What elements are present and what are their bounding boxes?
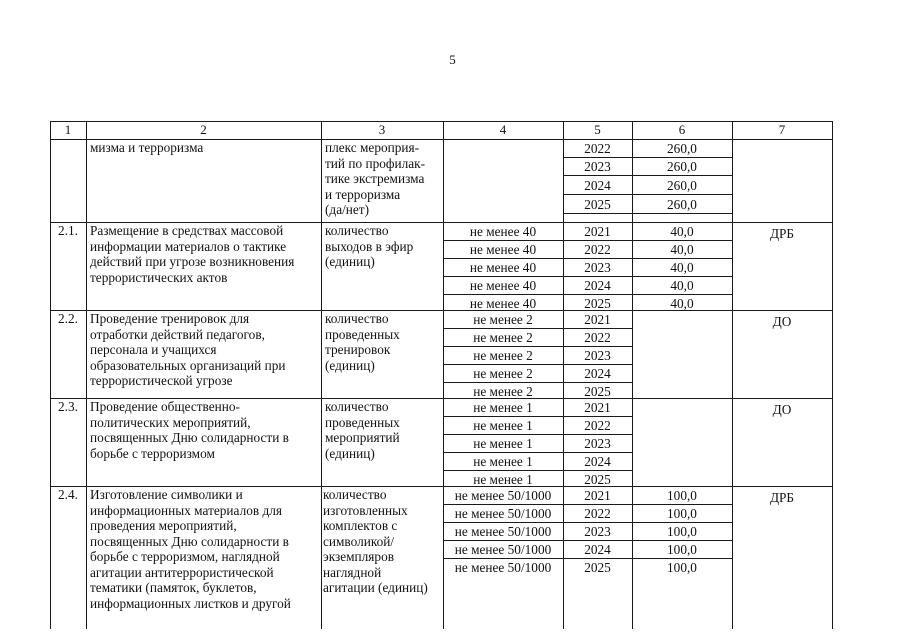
year-cell: 2022 [584, 418, 611, 433]
year-cell: 2023 [584, 436, 611, 451]
measure-name: Проведение общественно- политических мероприятий, посвященных Дню солидарности в борьбе с терроризмом [90, 399, 289, 461]
row-number: 2.2. [58, 311, 78, 326]
amount-cell: 40,0 [670, 242, 694, 257]
table-border [443, 258, 733, 259]
year-cell: 2025 [584, 472, 611, 487]
target-cell: не менее 40 [469, 242, 537, 257]
row-number: 2.1. [58, 223, 78, 238]
table-border [443, 276, 733, 277]
target-cell: не менее 1 [473, 472, 533, 487]
amount-cell: 40,0 [670, 260, 694, 275]
target-cell: не менее 50/1000 [454, 506, 552, 521]
continued-indicator: плекс мероприя- тий по профилак- тике экстремизма и терроризма (да/нет) [325, 140, 426, 217]
table-border [563, 175, 733, 176]
year-cell: 2021 [584, 488, 611, 503]
year-cell: 2024 [584, 542, 611, 557]
target-cell: не менее 50/1000 [454, 560, 552, 575]
amount-cell: 260,0 [667, 141, 697, 156]
year-cell: 2022 [584, 506, 611, 521]
year-cell: 2022 [584, 330, 611, 345]
indicator: количество проведенных тренировок (единиц) [325, 311, 400, 373]
target-cell: не менее 40 [469, 260, 537, 275]
year-cell: 2025 [584, 197, 611, 212]
measure-name: Размещение в средствах массовой информации материалов о тактике действий при угрозе возникновения террористических актов [90, 223, 295, 285]
table-border [443, 416, 633, 417]
year-cell: 2024 [584, 366, 611, 381]
year-cell: 2024 [584, 454, 611, 469]
target-cell: не менее 2 [473, 384, 533, 399]
target-cell: не менее 2 [473, 312, 533, 327]
table-border [443, 470, 633, 471]
column-header: 1 [64, 122, 72, 137]
year-cell: 2021 [584, 224, 611, 239]
year-cell: 2024 [584, 178, 611, 193]
table-border [443, 434, 633, 435]
row-number: 2.3. [58, 399, 78, 414]
amount-cell: 40,0 [670, 278, 694, 293]
year-cell: 2022 [584, 141, 611, 156]
year-cell: 2023 [584, 260, 611, 275]
table-border [563, 157, 733, 158]
target-cell: не менее 1 [473, 400, 533, 415]
target-cell: не менее 40 [469, 278, 537, 293]
table-border [443, 452, 633, 453]
page-number: 5 [449, 52, 456, 67]
target-cell: не менее 1 [473, 418, 533, 433]
amount-cell: 100,0 [667, 524, 697, 539]
table-border [563, 194, 733, 195]
year-cell: 2025 [584, 296, 611, 311]
table-border [443, 364, 633, 365]
table-border [832, 121, 833, 629]
executor: ДО [772, 402, 792, 417]
year-cell: 2021 [584, 312, 611, 327]
target-cell: не менее 1 [473, 436, 533, 451]
indicator: количество изготовленных комплектов с символикой/ экземпляров наглядной агитации (единиц) [323, 487, 428, 595]
table-border [443, 522, 733, 523]
table-border [443, 346, 633, 347]
year-cell: 2022 [584, 242, 611, 257]
table-border [443, 382, 633, 383]
table-border [443, 328, 633, 329]
column-header: 5 [594, 122, 601, 137]
measure-name: Изготовление символики и информационных материалов для проведения мероприятий, посвященных Дню солидарности в борьбе с терроризмом, наглядной агитации антитеррористической тематики (памяток, буклетов, информационных листков и другой [90, 487, 291, 611]
table-border [443, 558, 733, 559]
amount-cell: 40,0 [670, 296, 694, 311]
year-cell: 2024 [584, 278, 611, 293]
amount-cell: 100,0 [667, 488, 697, 503]
table-border [443, 240, 733, 241]
target-cell: не менее 40 [469, 224, 537, 239]
column-header: 4 [499, 122, 507, 137]
amount-cell: 260,0 [667, 159, 697, 174]
measure-name: Проведение тренировок для отработки действий педагогов, персонала и учащихся образовательных организаций при террористической угрозе [90, 311, 286, 388]
indicator: количество проведенных мероприятий (единиц) [325, 399, 400, 461]
table-border [86, 121, 87, 629]
table-border [732, 121, 733, 629]
amount-cell: 100,0 [667, 560, 697, 575]
column-header: 3 [378, 122, 386, 137]
amount-cell: 260,0 [667, 197, 697, 212]
column-header: 7 [778, 122, 786, 137]
indicator: количество выходов в эфир (единиц) [325, 223, 414, 269]
amount-cell: 40,0 [670, 224, 694, 239]
year-cell: 2025 [584, 384, 611, 399]
target-cell: не менее 1 [473, 454, 533, 469]
year-cell: 2021 [584, 400, 611, 415]
target-cell: не менее 50/1000 [454, 524, 552, 539]
year-cell: 2025 [584, 560, 611, 575]
year-cell: 2023 [584, 348, 611, 363]
table-border [443, 294, 733, 295]
target-cell: не менее 2 [473, 348, 533, 363]
executor: ДРБ [769, 490, 795, 505]
year-cell: 2023 [584, 159, 611, 174]
amount-cell: 100,0 [667, 506, 697, 521]
target-cell: не менее 50/1000 [454, 542, 552, 557]
target-cell: не менее 2 [473, 330, 533, 345]
executor: ДРБ [769, 226, 795, 241]
column-header: 2 [200, 122, 207, 137]
target-cell: не менее 2 [473, 366, 533, 381]
table-border [50, 121, 51, 629]
table-border [563, 213, 733, 214]
table-border [443, 504, 733, 505]
executor: ДО [772, 314, 792, 329]
target-cell: не менее 40 [469, 296, 537, 311]
column-header: 6 [678, 122, 686, 137]
row-number: 2.4. [58, 487, 78, 502]
target-cell: не менее 50/1000 [454, 488, 552, 503]
table-border [443, 540, 733, 541]
amount-cell: 100,0 [667, 542, 697, 557]
continued-measure-name: мизма и терроризма [90, 140, 204, 155]
amount-cell: 260,0 [667, 178, 697, 193]
year-cell: 2023 [584, 524, 611, 539]
